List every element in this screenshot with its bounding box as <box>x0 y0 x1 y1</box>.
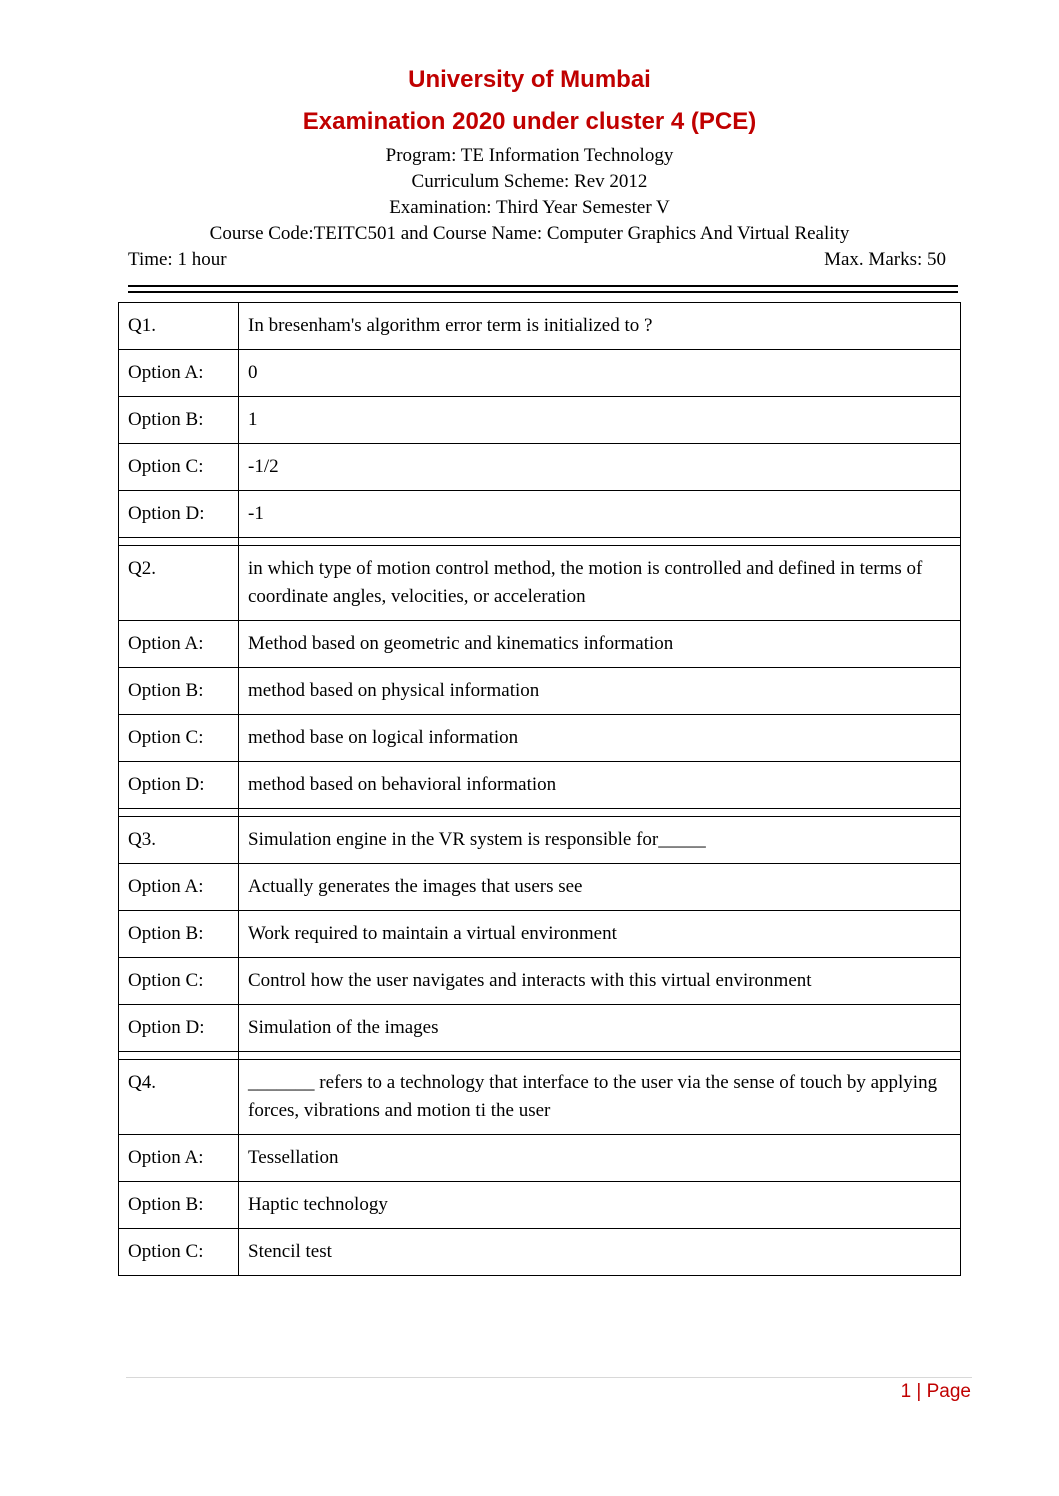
option-label: Option C: <box>119 1229 239 1276</box>
program-line: Program: TE Information Technology <box>385 145 674 166</box>
question-text: _______ refers to a technology that interface to the user via the sense of touch by applying forces, vibrations and motion ti the user <box>239 1060 961 1135</box>
question-text: in which type of motion control method, the motion is controlled and defined in terms of coordinate angles, velocities, or acceleration <box>239 546 961 621</box>
option-label: Option B: <box>119 1182 239 1229</box>
option-label: Option A: <box>119 1135 239 1182</box>
option-row <box>119 762 961 809</box>
option-row <box>119 1005 961 1052</box>
option-label: Option B: <box>119 397 239 444</box>
option-text: Tessellation <box>239 1135 961 1182</box>
option-row <box>119 1229 961 1276</box>
question-row <box>119 546 961 621</box>
option-row <box>119 350 961 397</box>
option-label: Option B: <box>119 911 239 958</box>
option-text: method based on behavioral information <box>239 762 961 809</box>
option-row <box>119 444 961 491</box>
max-marks-label: Max. Marks: 50 <box>824 249 946 270</box>
option-label: Option A: <box>119 864 239 911</box>
option-row <box>119 491 961 538</box>
option-text: Method based on geometric and kinematics information <box>239 621 961 668</box>
university-title: University of Mumbai <box>408 66 651 93</box>
exam-title: Examination 2020 under cluster 4 (PCE) <box>302 108 757 135</box>
question-row <box>119 817 961 864</box>
footer-divider <box>126 1377 972 1378</box>
option-text: Simulation of the images <box>239 1005 961 1052</box>
question-label: Q3. <box>119 817 239 864</box>
option-label: Option D: <box>119 491 239 538</box>
option-text: -1 <box>239 491 961 538</box>
question-text: Simulation engine in the VR system is responsible for_____ <box>239 817 961 864</box>
course-line: Course Code:TEITC501 and Course Name: Computer Graphics And Virtual Reality <box>209 223 850 244</box>
question-label: Q4. <box>119 1060 239 1135</box>
examination-line: Examination: Third Year Semester V <box>389 197 670 218</box>
option-row <box>119 668 961 715</box>
question-label: Q1. <box>119 303 239 350</box>
question-table <box>118 302 961 1276</box>
option-text: Work required to maintain a virtual environment <box>239 911 961 958</box>
option-text: 0 <box>239 350 961 397</box>
option-label: Option B: <box>119 668 239 715</box>
option-label: Option C: <box>119 958 239 1005</box>
spacer-row <box>119 1052 961 1060</box>
option-label: Option A: <box>119 350 239 397</box>
option-text: -1/2 <box>239 444 961 491</box>
option-label: Option D: <box>119 1005 239 1052</box>
option-row <box>119 715 961 762</box>
option-row <box>119 1135 961 1182</box>
option-text: Actually generates the images that users see <box>239 864 961 911</box>
question-label: Q2. <box>119 546 239 621</box>
option-text: Control how the user navigates and interacts with this virtual environment <box>239 958 961 1005</box>
option-label: Option C: <box>119 715 239 762</box>
page-number: 1 | Page <box>900 1381 971 1402</box>
option-row <box>119 397 961 444</box>
question-row <box>119 1060 961 1135</box>
option-text: Stencil test <box>239 1229 961 1276</box>
spacer-row <box>119 809 961 817</box>
option-text: method based on physical information <box>239 668 961 715</box>
option-row <box>119 864 961 911</box>
option-row <box>119 958 961 1005</box>
option-row <box>119 911 961 958</box>
option-text: Haptic technology <box>239 1182 961 1229</box>
option-row <box>119 1182 961 1229</box>
option-label: Option A: <box>119 621 239 668</box>
option-label: Option D: <box>119 762 239 809</box>
header-divider-top <box>128 285 958 287</box>
header-divider-bottom <box>128 291 958 293</box>
option-row <box>119 621 961 668</box>
time-label: Time: 1 hour <box>128 249 227 270</box>
option-text: method base on logical information <box>239 715 961 762</box>
question-text: In bresenham's algorithm error term is initialized to ? <box>239 303 961 350</box>
option-label: Option C: <box>119 444 239 491</box>
curriculum-line: Curriculum Scheme: Rev 2012 <box>411 171 648 192</box>
spacer-row <box>119 538 961 546</box>
option-text: 1 <box>239 397 961 444</box>
question-row <box>119 303 961 350</box>
